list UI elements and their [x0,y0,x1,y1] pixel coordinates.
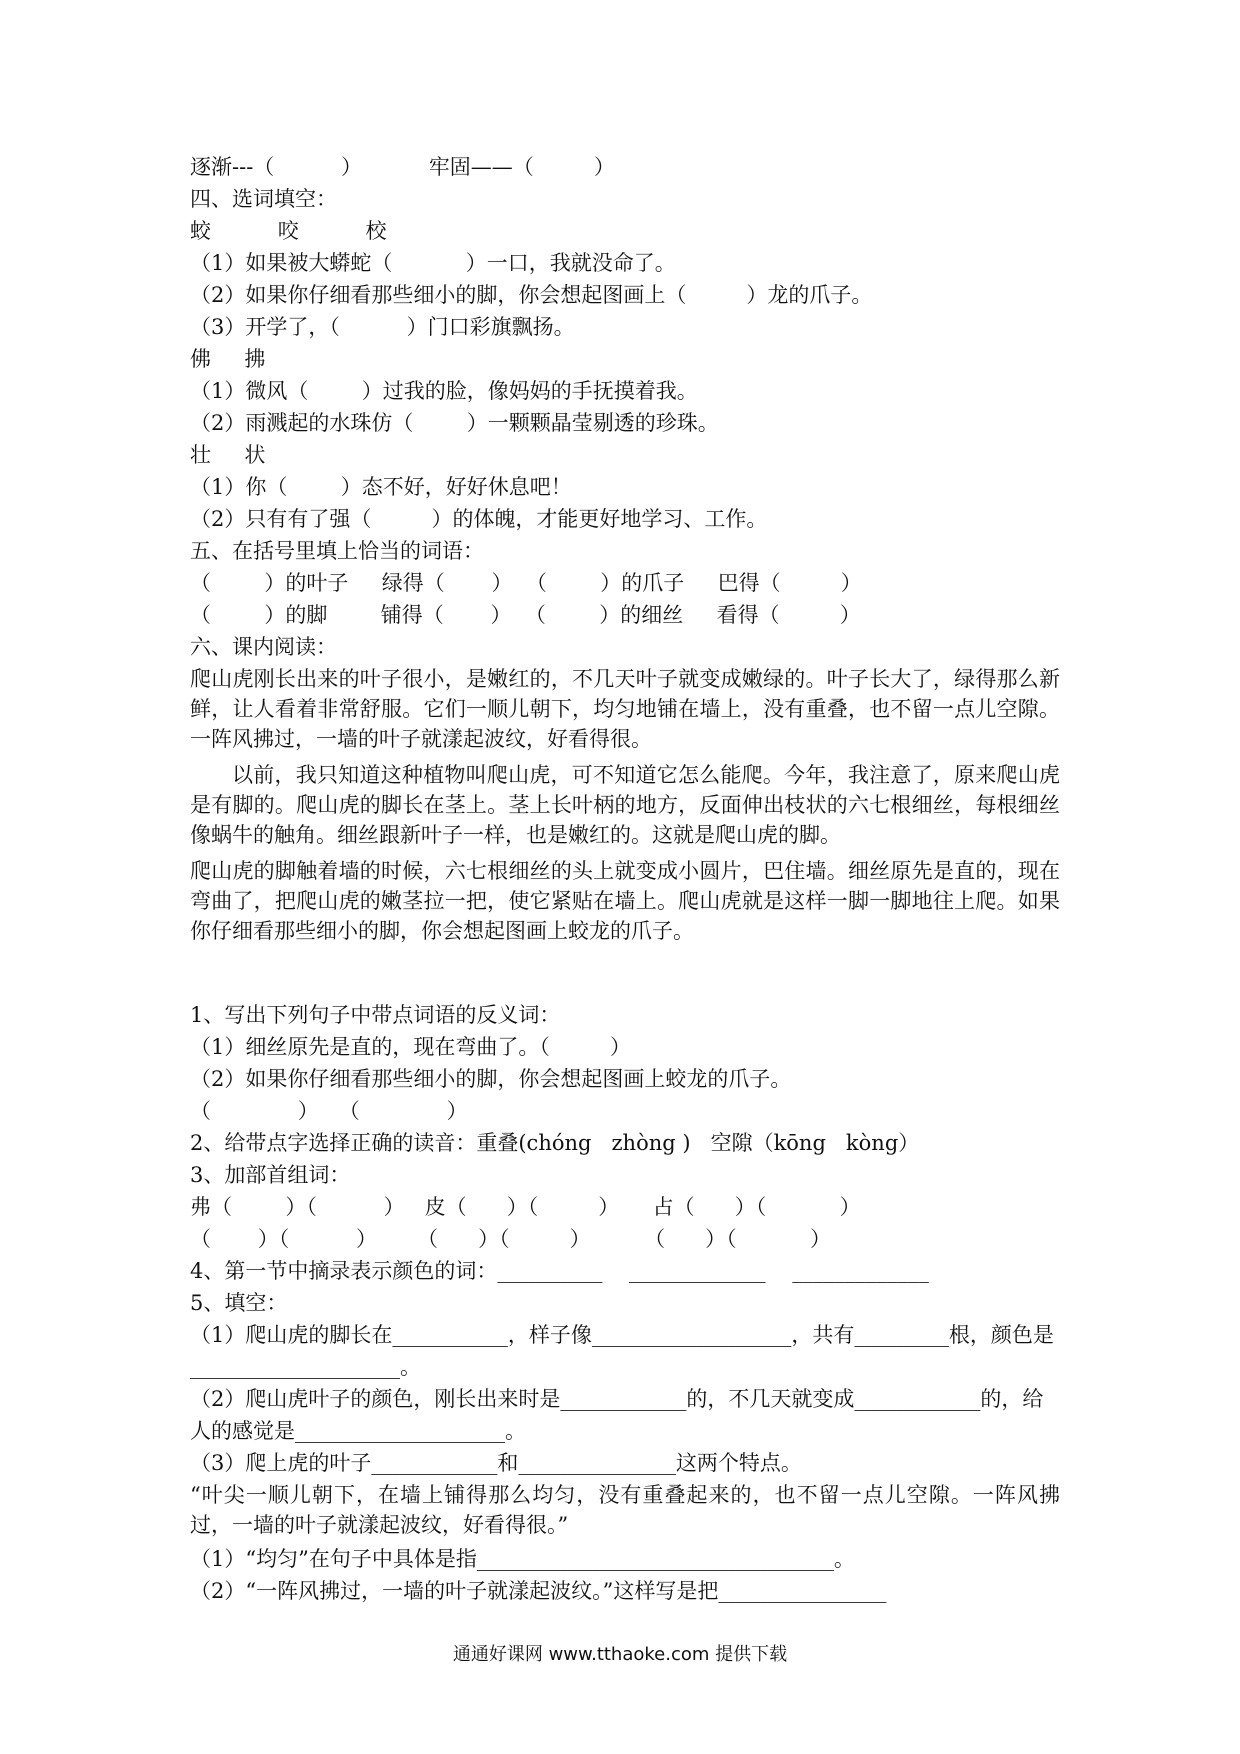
text-line: （2）爬山虎叶子的颜色，刚长出来时是____________的，不几天就变成____________的，给 [190,1387,1044,1411]
text-line: 蛟 咬 校 [190,219,387,243]
text-line: （3）开学了，（ ）门口彩旗飘扬。 [190,315,575,339]
text-line: （2）雨溅起的水珠仿（ ）一颗颗晶莹剔透的珍珠。 [190,411,719,435]
text-line: 4、第一节中摘录表示颜色的词：__________ _____________ _____________ [190,1259,929,1283]
text-line: 逐渐---（ ） 牢固——（ ） [190,155,615,179]
text-line: 佛 拂 [190,347,266,371]
text-line: （2）如果你仔细看那些细小的脚，你会想起图画上（ ）龙的爪子。 [190,283,873,307]
text-line: 四、选词填空： [190,187,337,211]
text-line: （ ）（ ） （ ）（ ） （ ）（ ） [190,1227,832,1251]
text-line: 1、写出下列句子中带点词语的反义词： [190,1003,561,1027]
reading-paragraph: 以前，我只知道这种植物叫爬山虎，可不知道它怎么能爬。今年，我注意了，原来爬山虎是有脚的。爬山虎的脚长在茎上。茎上长叶柄的地方，反面伸出枝状的六七根细丝，每根细丝像蜗牛的触角。细丝跟新叶子一样，也是嫩红的。这就是爬山虎的脚。 [190,763,1060,847]
footer-text: 通通好课网 www.tthaoke.com 提供下载 [452,1644,788,1665]
text-line: （1）“均匀”在句子中具体是指__________________________________。 [190,1547,855,1571]
text-line: 弗（ ）（ ） 皮（ ）（ ） 占（ ）（ ） [190,1195,861,1219]
text-line: （1）细丝原先是直的，现在弯曲了。（ ） [190,1035,631,1059]
text-line: （ ）的脚 铺得（ ） （ ）的细丝 看得（ ） [190,603,861,627]
reading-paragraph: 爬山虎刚长出来的叶子很小，是嫩红的，不几天叶子就变成嫩绿的。叶子长大了，绿得那么新鲜，让人看着非常舒服。它们一顺儿朝下，均匀地铺在墙上，没有重叠，也不留一点儿空隙。一阵风拂过，一墙的叶子就漾起波纹，好看得很。 [190,667,1060,751]
text-line: 六、课内阅读： [190,635,337,659]
text-line: （ ） （ ） [190,1099,468,1123]
text-line: （1）爬山虎的脚长在___________，样子像___________________，共有_________根，颜色是 [190,1323,1054,1347]
text-line: （3）爬上虎的叶子____________和_______________这两个特点。 [190,1451,802,1475]
text-line: 5、填空： [190,1291,288,1315]
reading-paragraph: “叶尖一顺儿朝下，在墙上铺得那么均匀，没有重叠起来的，也不留一点儿空隙。一阵风拂过，一墙的叶子就漾起波纹，好看得很。” [190,1483,1060,1537]
text-line: ____________________。 [190,1355,421,1379]
text-line: 五、在括号里填上恰当的词语： [190,539,484,563]
reading-paragraph: 爬山虎的脚触着墙的时候，六七根细丝的头上就变成小圆片，巴住墙。细丝原先是直的，现在弯曲了，把爬山虎的嫩茎拉一把，使它紧贴在墙上。爬山虎就是这样一脚一脚地往上爬。如果你仔细看那些细小的脚，你会想起图画上蛟龙的爪子。 [190,859,1060,943]
text-line: （2）如果你仔细看那些细小的脚，你会想起图画上蛟龙的爪子。 [190,1067,792,1091]
text-line: （2）只有有了强（ ）的体魄，才能更好地学习、工作。 [190,507,768,531]
text-line: （ ）的叶子 绿得（ ） （ ）的爪子 巴得（ ） [190,571,862,595]
text-line: （1）你（ ）态不好，好好休息吧！ [190,475,572,499]
text-line: （1）微风（ ）过我的脸，像妈妈的手抚摸着我。 [190,379,698,403]
text-line: 3、加部首组词： [190,1163,351,1187]
text-line: 2、给带点字选择正确的读音：重叠(chóng zhòng ) 空隙（kōng kòng） [190,1131,920,1155]
text-line: （2）“一阵风拂过，一墙的叶子就漾起波纹。”这样写是把________________ [190,1579,887,1603]
text-line: （1）如果被大蟒蛇（ ）一口，我就没命了。 [190,251,676,275]
text-line: 人的感觉是____________________。 [190,1419,526,1443]
text-line: 壮 状 [190,443,266,467]
